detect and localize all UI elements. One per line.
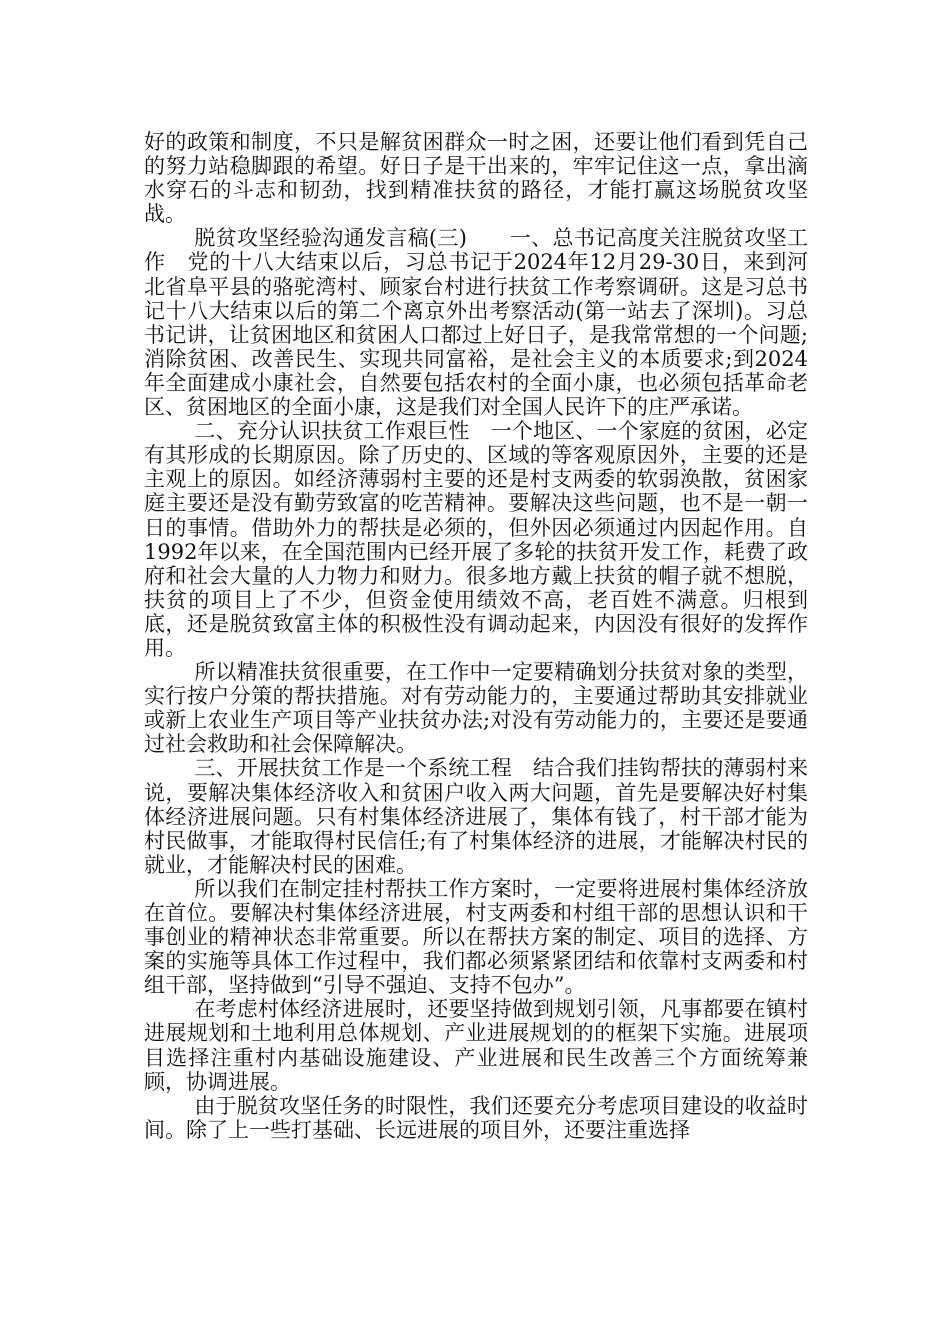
document-body: [144, 130, 808, 1142]
paragraph-8: 由于脱贫攻坚任务的时限性，我们还要充分考虑项目建设的收益时间。除了上一些打基础、长远进展的项目外，还要注重选择: [144, 1093, 808, 1142]
paragraph-2: 脱贫攻坚经验沟通发言稿(三) 一、总书记高度关注脱贫攻坚工作 党的十八大结束以后，习总书记于2024年12月29-30日，来到河北省阜平县的骆驼湾村、顾家台村进行扶贫工作考察调研。这是习总书记十八大结束以后的第二个离京外出考察活动(第一站去了深圳)。习总书记讲，让贫困地区和贫困人口都过上好日子，是我常常想的一个问题;消除贫困、改善民生、实现共同富裕，是社会主义的本质要求;到2024年全面建成小康社会，自然要包括农村的全面小康，也必须包括革命老区、贫困地区的全面小康，这是我们对全国人民许下的庄严承诺。: [144, 226, 808, 420]
paragraph-5: 三、开展扶贫工作是一个系统工程 结合我们挂钩帮扶的薄弱村来说，要解决集体经济收入和贫困户收入两大问题，首先是要解决好村集体经济进展问题。只有村集体经济进展了，集体有钱了，村干部才能为村民做事，才能取得村民信任;有了村集体经济的进展，才能解决村民的就业，才能解决村民的困难。: [144, 756, 808, 877]
paragraph-3: 二、充分认识扶贫工作艰巨性 一个地区、一个家庭的贫困，必定有其形成的长期原因。除了历史的、区域的等客观原因外，主要的还是主观上的原因。如经济薄弱村主要的还是村支两委的软弱涣散，贫困家庭主要还是没有勤劳致富的吃苦精神。要解决这些问题，也不是一朝一日的事情。借助外力的帮扶是必须的，但外因必须通过内因起作用。自1992年以来，在全国范围内已经开展了多轮的扶贫开发工作，耗费了政府和社会大量的人力物力和财力。很多地方戴上扶贫的帽子就不想脱，扶贫的项目上了不少，但资金使用绩效不高，老百姓不满意。归根到底，还是脱贫致富主体的积极性没有调动起来，内因没有很好的发挥作用。: [144, 419, 808, 660]
paragraph-6: 所以我们在制定挂村帮扶工作方案时，一定要将进展村集体经济放在首位。要解决村集体经济进展，村支两委和村组干部的思想认识和干事创业的精神状态非常重要。所以在帮扶方案的制定、项目的选择、方案的实施等具体工作过程中，我们都必须紧紧团结和依靠村支两委和村组干部，坚持做到“引导不强迫、支持不包办”。: [144, 876, 808, 998]
paragraph-1: 好的政策和制度，不只是解贫困群众一时之困，还要让他们看到凭自己的努力站稳脚跟的希望。好日子是干出来的，牢牢记住这一点，拿出滴水穿石的斗志和韧劲，找到精准扶贫的路径，才能打赢这场脱贫攻坚战。: [144, 130, 808, 227]
paragraph-4: 所以精准扶贫很重要，在工作中一定要精确划分扶贫对象的类型，实行按户分策的帮扶措施。对有劳动能力的，主要通过帮助其安排就业或新上农业生产项目等产业扶贫办法;对没有劳动能力的，主要还是要通过社会救助和社会保障解决。: [144, 660, 808, 757]
paragraph-7: 在考虑村体经济进展时，还要坚持做到规划引领，凡事都要在镇村进展规划和土地利用总体规划、产业进展规划的的框架下实施。进展项目选择注重村内基础设施建设、产业进展和民生改善三个方面统筹兼顾，协调进展。: [144, 997, 808, 1094]
